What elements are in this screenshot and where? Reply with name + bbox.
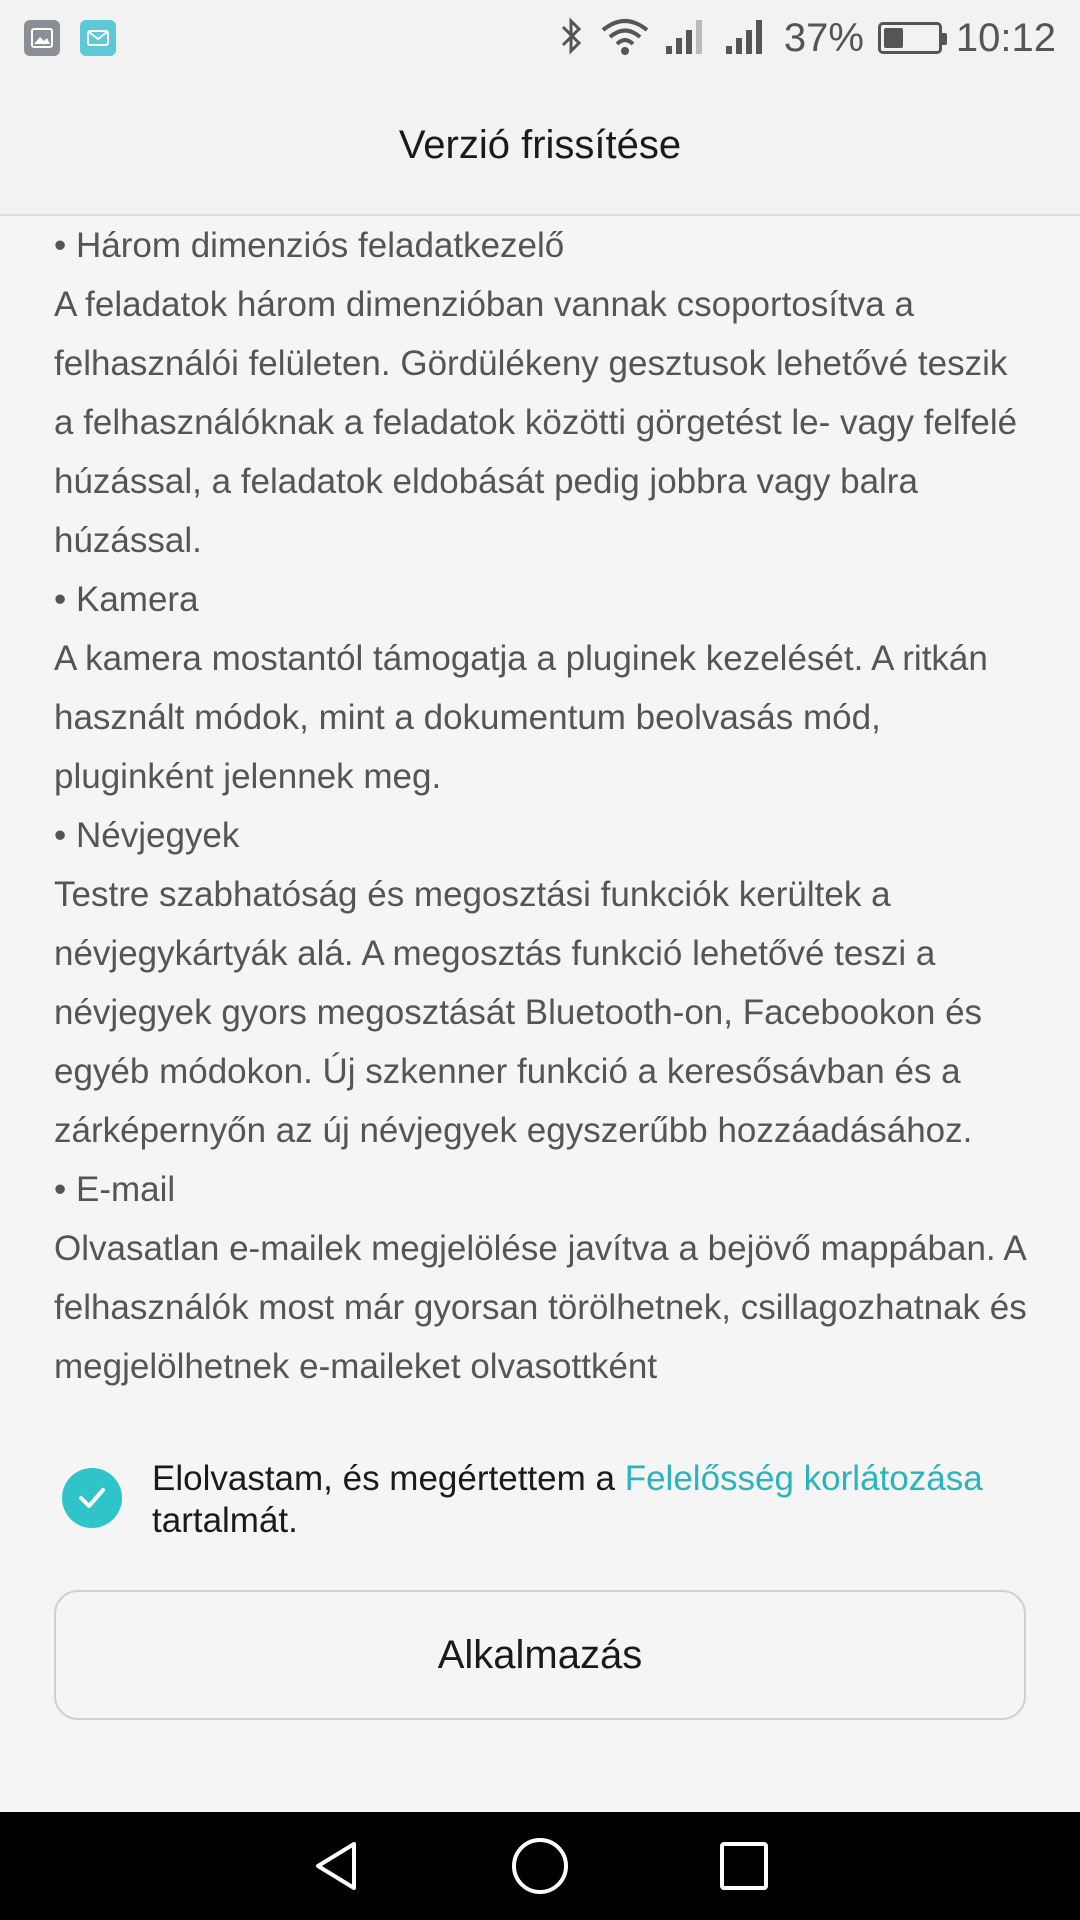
changelog-body: Testre szabhatóság és megosztási funkciók kerültek a névjegykártyák alá. A megosztás funkció lehetővé teszi a névjegyek gyors megosztását Bluetooth-on, Facebookon és egyéb módokon. Új szkenner funkció a keresősávban és a zárképernyőn az új névjegyek egyszerűbb hozzáadásához.	[54, 875, 983, 1150]
signal-icon	[724, 16, 770, 61]
check-icon	[75, 1481, 109, 1515]
agreement-text-before: Elolvastam, és megértettem a	[152, 1459, 625, 1498]
recents-icon[interactable]	[712, 1834, 776, 1898]
navigation-bar	[0, 1812, 1080, 1920]
changelog-heading: • E-mail	[54, 1170, 176, 1209]
status-indicators	[556, 16, 1056, 61]
apply-button[interactable]: Alkalmazás	[54, 1590, 1026, 1720]
agreement-text	[152, 1458, 1034, 1542]
back-icon[interactable]	[304, 1834, 368, 1898]
page-title: Verzió frissítése	[398, 122, 682, 167]
changelog-heading: • Névjegyek	[54, 816, 240, 855]
mail-icon	[80, 20, 116, 56]
clock: 10:12	[955, 15, 1056, 60]
agreement-row	[54, 1432, 1034, 1542]
battery-percent: 37%	[783, 15, 864, 60]
wifi-icon	[600, 16, 650, 61]
changelog-body: A feladatok három dimenzióban vannak csoportosítva a felhasználói felületen. Gördülékeny gesztusok lehetővé teszik a felhasználóknak a feladatok közötti görgetést le- vagy felfelé húzással, a feladatok eldobását pedig jobbra vagy balra húzással.	[54, 285, 1018, 560]
changelog-item	[54, 570, 1034, 806]
changelog-item	[54, 216, 1034, 570]
changelog-content[interactable]	[54, 216, 1034, 1396]
changelog-item	[54, 1160, 1034, 1396]
battery-level	[884, 28, 903, 48]
changelog-heading: • Három dimenziós feladatkezelő	[54, 226, 565, 265]
notification-area	[24, 20, 116, 56]
changelog-item	[54, 806, 1034, 1160]
signal-icon	[664, 16, 710, 61]
changelog-heading: • Kamera	[54, 580, 199, 619]
changelog-body: Olvasatlan e-mailek megjelölése javítva a bejövő mappában. A felhasználók most már gyorsan törölhetnek, csillagozhatnak és megjelölhetnek e-maileket olvasottként	[54, 1229, 1027, 1386]
status-bar	[0, 0, 1080, 76]
agreement-checkbox[interactable]	[62, 1468, 122, 1528]
changelog-body: A kamera mostantól támogatja a pluginek kezelését. A ritkán használt módok, mint a dokumentum beolvasás mód, pluginként jelennek meg.	[54, 639, 988, 796]
title-bar	[0, 76, 1080, 216]
gallery-icon	[24, 20, 60, 56]
battery-icon	[878, 22, 942, 54]
home-icon[interactable]	[508, 1834, 572, 1898]
bluetooth-icon	[556, 16, 586, 61]
agreement-text-after: tartalmát.	[152, 1501, 298, 1540]
disclaimer-link[interactable]: Felelősség korlátozása	[624, 1459, 983, 1498]
